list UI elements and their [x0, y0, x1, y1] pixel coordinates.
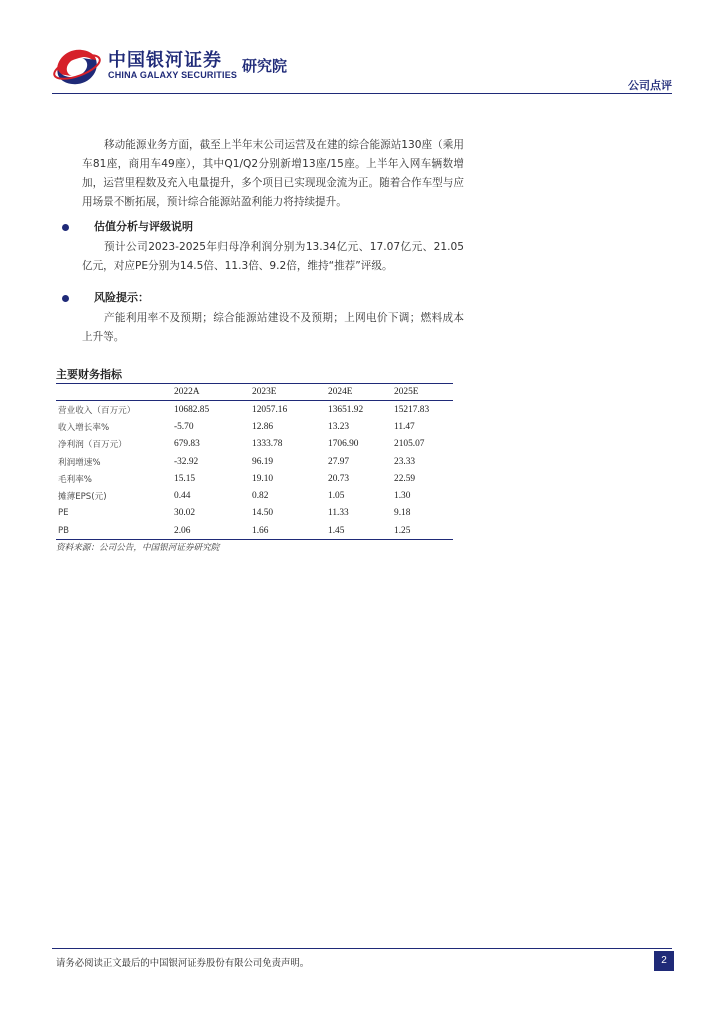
column-header: 2022A [172, 384, 250, 401]
table-header-row [56, 384, 453, 401]
table-cell: 30.02 [174, 508, 196, 519]
table-cell: -5.70 [174, 421, 194, 432]
brand-name-en: CHINA GALAXY SECURITIES [108, 70, 238, 80]
paragraph-mobile-energy: 移动能源业务方面，截至上半年末公司运营及在建的综合能源站130座（乘用车81座，商用车49座），其中Q1/Q2分别新增13座/15座。上半年入网车辆数增加，运营里程数及充入电量提升，多个项目已实现现金流为正。随着合作车型与应用场景不断拓展，预计综合能源站盈利能力将持续提升。 [82, 139, 464, 208]
table-cell: 1333.78 [252, 439, 283, 450]
row-label: 毛利率% [58, 474, 92, 485]
table-cell: 1706.90 [328, 439, 359, 450]
table-cell: 12057.16 [252, 404, 288, 415]
table-cell: 23.33 [394, 456, 416, 467]
section-title-risk: 风险提示： [94, 291, 149, 304]
table-title: 主要财务指标 [56, 368, 122, 381]
table-cell: 9.18 [394, 508, 411, 519]
table-cell: 0.44 [174, 491, 191, 502]
paragraph-valuation: 预计公司2023-2025年归母净利润分别为13.34亿元、17.07亿元、21.05亿元，对应PE分别为14.5倍、11.3倍、9.2倍，维持“推荐”评级。 [82, 241, 464, 272]
table-row [56, 401, 453, 419]
column-header: 2025E [392, 384, 453, 401]
table-cell: 27.97 [328, 456, 350, 467]
table-cell: -32.92 [174, 456, 199, 467]
row-label: PE [58, 508, 69, 519]
document-type: 公司点评 [628, 79, 672, 92]
table-row [56, 453, 453, 470]
page-header [0, 0, 724, 96]
table-source-note: 资料来源：公司公告，中国银河证券研究院 [56, 543, 220, 553]
row-label: 利润增速% [58, 457, 101, 468]
table-row [56, 418, 453, 435]
row-label: 摊薄EPS(元) [58, 492, 107, 503]
row-label: PB [56, 522, 172, 540]
table-row [56, 522, 453, 540]
table-row [56, 470, 453, 487]
row-label: 净利润（百万元） [58, 440, 127, 451]
financial-table [56, 383, 453, 540]
table-cell: 20.73 [328, 473, 350, 484]
table-cell: 11.33 [328, 508, 349, 519]
brand-name-cn: 中国银河证券 [108, 50, 222, 71]
table-cell: 0.82 [252, 491, 269, 502]
column-header: 2023E [250, 384, 326, 401]
footer-divider [52, 948, 672, 949]
table-cell: 1.05 [328, 491, 345, 502]
section-title-valuation: 估值分析与评级说明 [94, 220, 193, 233]
table-cell: 19.10 [252, 473, 274, 484]
table-cell: 10682.85 [174, 404, 210, 415]
table-row [56, 505, 453, 522]
bullet-icon [62, 295, 69, 302]
table-cell: 12.86 [252, 421, 274, 432]
table-cell: 13.23 [328, 421, 350, 432]
institute-label: 研究院 [242, 57, 288, 75]
row-label: 营业收入（百万元） [58, 405, 136, 416]
table-cell: 2105.07 [394, 439, 425, 450]
table-cell: 679.83 [174, 439, 200, 450]
footer-disclaimer: 请务必阅读正文最后的中国银河证券股份有限公司免责声明。 [56, 958, 310, 969]
column-header: 2024E [326, 384, 392, 401]
table-cell: 1.25 [392, 522, 453, 540]
table-cell: 13651.92 [328, 404, 364, 415]
galaxy-logo-icon [52, 44, 102, 90]
table-cell: 15217.83 [394, 404, 430, 415]
table-cell: 15.15 [174, 473, 196, 484]
header-divider [52, 93, 672, 94]
bullet-icon [62, 224, 69, 231]
table-cell: 2.06 [172, 522, 250, 540]
paragraph-risk: 产能利用率不及预期；综合能源站建设不及预期；上网电价下调；燃料成本上升等。 [82, 312, 464, 343]
table-cell: 1.30 [394, 491, 411, 502]
table-cell: 22.59 [394, 473, 416, 484]
table-cell: 96.19 [252, 456, 274, 467]
table-row [56, 487, 453, 504]
table-cell: 14.50 [252, 508, 274, 519]
table-cell: 1.66 [250, 522, 326, 540]
row-label: 收入增长率% [58, 422, 110, 433]
column-header [56, 384, 172, 401]
page-number: 2 [654, 951, 674, 971]
table-cell: 1.45 [326, 522, 392, 540]
table-row [56, 436, 453, 453]
table-cell: 11.47 [394, 421, 415, 432]
